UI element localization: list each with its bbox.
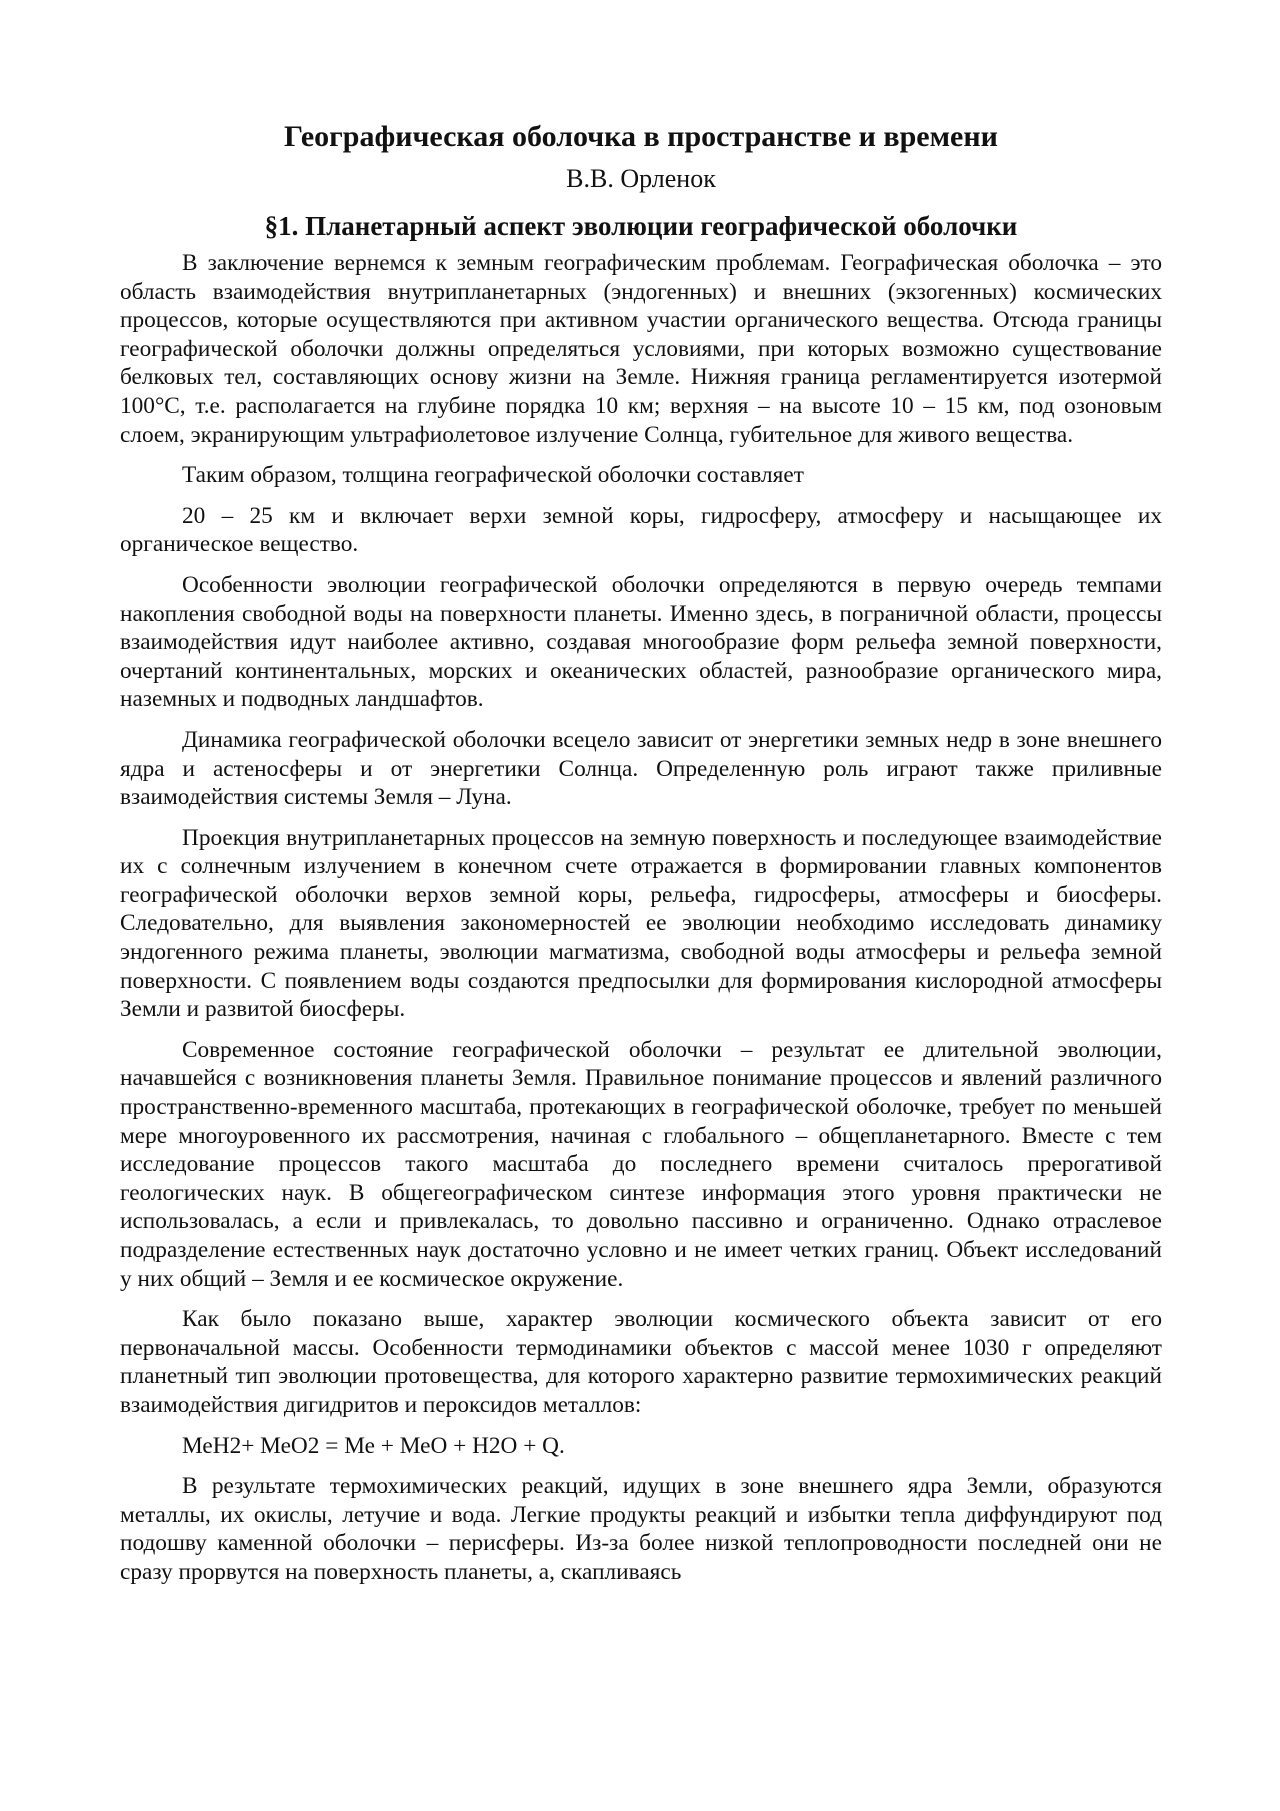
paragraph: Как было показано выше, характер эволюции космического объекта зависит от его первоначальной массы. Особенности термодинамики объектов с массой менее 1030 г определяют планетный тип эволюции протовещества, для которого характерно развитие термохимических реакций взаимодействия дигидритов и пероксидов металлов: — [120, 1306, 1162, 1418]
paragraph: Современное состояние географической оболочки – результат ее длительной эволюции, начавшейся с возникновения планеты Земля. Правильное понимание процессов и явлений различного пространственно-временного масштаба, протекающих в географической оболочке, требует по меньшей мере многоуровенного их рассмотрения, начиная с глобального – общепланетарного. Вместе с тем исследование процессов такого масштаба до последнего времени считалось прерогативой геологических наук. В общегеографическом синтезе информация этого уровня практически не использовалась, а если и привлекалась, то довольно пассивно и ограниченно. Однако отраслевое подразделение естественных наук достаточно условно и не имеет четких границ. Объект исследований у них общий – Земля и ее космическое окружение. — [120, 1036, 1162, 1292]
document-title: Географическая оболочка в пространстве и времени — [284, 120, 998, 153]
paragraph: Проекция внутрипланетарных процессов на земную поверхность и последующее взаимодействие их с солнечным излучением в конечном счете отражается в формировании главных компонентов географической оболочки верхов земной коры, рельефа, гидросферы, атмосферы и биосферы. Следовательно, для выявления закономерностей ее эволюции необходимо исследовать динамику эндогенного режима планеты, эволюции магматизма, свободной воды атмосферы и рельефа земной поверхности. С появлением воды создаются предпосылки для формирования кислородной атмосферы Земли и развитой биосферы. — [120, 824, 1162, 1023]
paragraph: В результате термохимических реакций, идущих в зоне внешнего ядра Земли, образуются металлы, их окислы, летучие и вода. Легкие продукты реакций и избытки тепла диффундируют под подошву каменной оболочки – перисферы. Из-за более низкой теплопроводности последней они не сразу прорвутся на поверхность планеты, а, скапливаясь — [120, 1473, 1162, 1585]
document-author: В.В. Орленок — [566, 164, 716, 193]
formula-line: МеН2+ МеО2 = Ме + МеО + Н2О + Q. — [182, 1432, 565, 1459]
paragraph: Особенности эволюции географической оболочки определяются в первую очередь темпами накопления свободной воды на поверхности планеты. Именно здесь, в пограничной области, процессы взаимодействия идут наиболее активно, создавая многообразие форм рельефа земной поверхности, очертаний континентальных, морских и океанических областей, разнообразие органического мира, наземных и подводных ландшафтов. — [120, 571, 1162, 713]
paragraph: 20 – 25 км и включает верхи земной коры, гидросферу, атмосферу и насыщающее их органическое вещество. — [120, 502, 1162, 558]
paragraph: В заключение вернемся к земным географическим проблемам. Географическая оболочка – это область взаимодействия внутрипланетарных (эндогенных) и внешних (экзогенных) космических процессов, которые осуществляются при активном участии органического вещества. Отсюда границы географической оболочки должны определяться условиями, при которых возможно существование белковых тел, составляющих основу жизни на Земле. Нижняя граница регламентируется изотермой 100°С, т.е. располагается на глубине порядка 10 км; верхняя – на высоте 10 – 15 км, под озоновым слоем, экранирующим ультрафиолетовое излучение Солнца, губительное для живого вещества. — [120, 250, 1162, 448]
paragraph: Таким образом, толщина географической оболочки составляет — [182, 462, 804, 489]
document-page — [120, 118, 1162, 1599]
section-heading: §1. Планетарный аспект эволюции географической оболочки — [264, 211, 1018, 241]
paragraph: Динамика географической оболочки всецело зависит от энергетики земных недр в зоне внешнего ядра и астеносферы и от энергетики Солнца. Определенную роль играют также приливные взаимодействия системы Земля – Луна. — [120, 726, 1162, 811]
document-body — [120, 249, 1162, 1587]
